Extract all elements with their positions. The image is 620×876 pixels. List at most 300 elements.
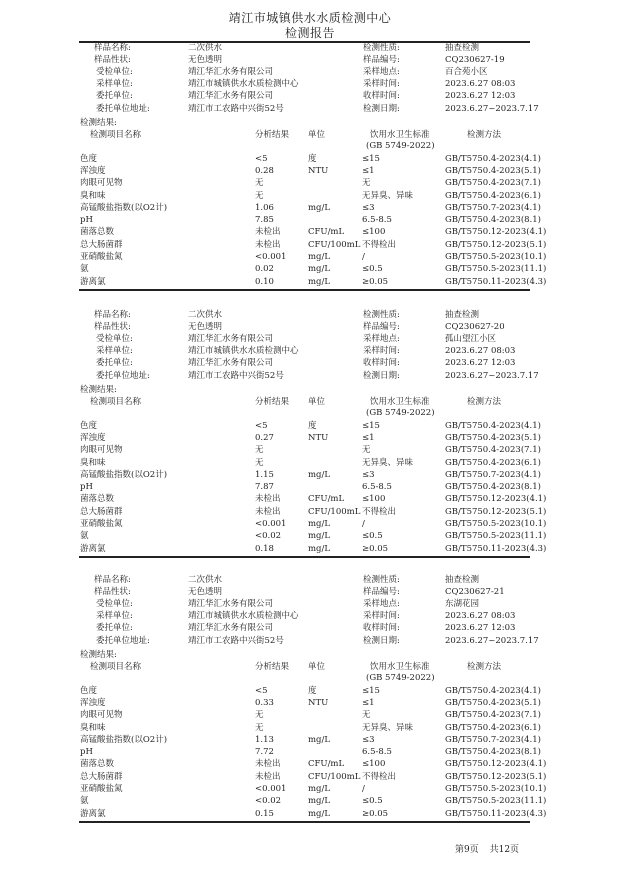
cell-item: 肉眼可见物 [80,445,123,456]
table-row [0,797,620,809]
cell-result: 0.27 [255,432,274,443]
col-header-unit: 单位 [308,396,326,407]
cell-method: GB/T5750.11-2023(4.3) [445,543,547,554]
cell-item: 亚硝酸盐氮 [80,252,123,262]
value-receive-time: 2023.6.27 12:03 [445,358,516,369]
cell-standard: 不得检出 [362,771,397,782]
cell-result: 无 [255,178,264,189]
cell-standard: ≤15 [362,420,380,431]
cell-standard: 无 [362,445,371,456]
table-row [0,459,620,471]
cell-method: GB/T5750.12-2023(4.1) [445,494,547,505]
cell-method: GB/T5750.12-2023(5.1) [445,771,547,782]
col-header-method: 检测方法 [467,396,502,407]
cell-item: 总大肠菌群 [80,239,123,250]
cell-standard: ≤3 [362,202,375,213]
cell-item: 臭和味 [80,190,106,201]
cell-result: 无 [255,457,264,468]
cell-result: 无 [255,710,264,721]
cell-unit: mg/L [308,276,331,287]
value-sample-no: CQ230627-19 [445,55,505,66]
label-sample-no: 样品编号: [363,322,400,333]
label-sample-time: 采样时间: [363,611,400,622]
cell-method: GB/T5750.4-2023(7.1) [445,710,541,721]
cell-unit: mg/L [308,519,331,529]
cell-method: GB/T5750.4-2023(7.1) [445,178,541,189]
cell-method: GB/T5750.5-2023(11.1) [445,796,547,807]
cell-item: 亚硝酸盐氮 [80,519,123,529]
report-title: 检测报告 [284,26,335,40]
table-row [0,155,620,167]
value-sample-time: 2023.6.27 08:03 [445,79,516,90]
results-label-row [0,119,620,131]
cell-standard: / [362,252,365,262]
value-client: 靖江华汇水务有限公司 [188,358,274,369]
table-row [0,810,620,822]
value-sample-char: 无色透明 [188,322,223,333]
cell-unit: mg/L [308,808,331,819]
header-row [0,105,620,117]
label-sample-name: 样品名称: [94,43,131,53]
label-client-addr: 委托单位地址: [96,370,150,381]
cell-result: 1.13 [255,734,274,745]
value-test-nature: 抽查检测 [445,310,480,320]
cell-method: GB/T5750.4-2023(8.1) [445,747,541,758]
cell-item: 肉眼可见物 [80,710,123,721]
header-row [0,323,620,335]
label-client: 委托单位: [96,358,133,369]
cell-method: GB/T5750.5-2023(10.1) [445,252,547,262]
cell-method: GB/T5750.12-2023(4.1) [445,759,547,770]
label-receive-time: 收样时间: [363,358,400,369]
cell-standard: ≤1 [362,165,375,176]
cell-result: 未检出 [255,494,281,505]
cell-item: 菌落总数 [80,759,115,770]
label-test-date: 检测日期: [363,370,400,381]
cell-item: pH [80,482,93,493]
cell-unit: CFU/100mL [308,239,361,250]
cell-standard: 6.5-8.5 [362,747,392,758]
cell-result: 0.15 [255,808,274,819]
cell-unit: mg/L [308,784,331,794]
cell-standard: ≤1 [362,432,375,443]
cell-item: 总大肠菌群 [80,771,123,782]
cell-item: 氨 [80,796,89,807]
header-row [0,56,620,68]
table-row [0,471,620,483]
cell-item: pH [80,215,93,226]
report-org-title: 靖江市城镇供水水质检测中心 [228,11,392,25]
value-client-addr: 靖江市工农路中兴街52号 [188,103,284,114]
col-header-standard: 饮用水卫生标准 [370,129,430,140]
cell-result: 7.85 [255,215,274,226]
cell-standard: ≤0.5 [362,531,383,542]
table-row [0,265,620,277]
value-sample-no: CQ230627-20 [445,322,505,333]
label-sample-no: 样品编号: [363,587,400,598]
cell-method: GB/T5750.4-2023(5.1) [445,432,541,443]
cell-item: 臭和味 [80,457,106,468]
cell-result: 1.15 [255,469,274,480]
cell-unit: CFU/100mL [308,771,361,782]
table-header-sub [0,674,620,686]
cell-item: 浑浊度 [80,165,106,176]
results-label-row [0,651,620,663]
cell-method: GB/T5750.12-2023(5.1) [445,239,547,250]
cell-method: GB/T5750.4-2023(6.1) [445,722,541,733]
table-row [0,179,620,191]
value-sample-time: 2023.6.27 08:03 [445,346,516,357]
cell-standard: ≤0.5 [362,796,383,807]
cell-result: <5 [255,685,268,696]
cell-method: GB/T5750.7-2023(4.1) [445,469,541,480]
cell-result: 0.28 [255,165,274,176]
header-row [0,637,620,649]
cell-standard: 无异臭、异味 [362,722,414,733]
label-receive-time: 收样时间: [363,623,400,634]
cell-unit: mg/L [308,543,331,554]
value-client-addr: 靖江市工农路中兴街52号 [188,635,284,646]
label-receive-time: 收样时间: [363,91,400,102]
cell-item: 高锰酸盐指数(以O2计) [80,469,168,480]
header-row [0,588,620,600]
table-row [0,422,620,434]
cell-method: GB/T5750.4-2023(7.1) [445,445,541,456]
cell-standard: ≤15 [362,685,380,696]
col-header-result: 分析结果 [255,129,290,140]
value-sample-no: CQ230627-21 [445,587,505,598]
table-row [0,760,620,772]
cell-method: GB/T5750.5-2023(11.1) [445,264,547,275]
cell-method: GB/T5750.11-2023(4.3) [445,808,547,819]
table-row [0,495,620,507]
cell-item: 菌落总数 [80,227,115,238]
label-entrusted: 受检单位: [96,599,133,610]
value-test-date: 2023.6.27~2023.7.17 [445,635,539,646]
cell-result: <0.02 [255,796,282,807]
label-test-nature: 检测性质: [363,575,400,585]
cell-item: 色度 [80,685,98,696]
cell-item: 总大肠菌群 [80,506,123,517]
col-header-item: 检测项目名称 [90,396,142,407]
cell-result: 7.72 [255,747,274,758]
cell-standard: 6.5-8.5 [362,215,392,226]
col-header-standard-sub: (GB 5749-2022) [366,407,435,418]
cell-method: GB/T5750.4-2023(4.1) [445,153,541,164]
cell-result: 未检出 [255,759,281,770]
cell-standard: ≤15 [362,153,380,164]
cell-result: 未检出 [255,227,281,238]
section-rule [79,289,530,291]
cell-item: 游离氯 [80,543,106,554]
col-header-method: 检测方法 [467,129,502,140]
cell-unit: NTU [308,165,329,176]
cell-result: 1.06 [255,202,274,213]
cell-item: 色度 [80,420,98,431]
cell-unit: mg/L [308,531,331,542]
table-header-sub [0,409,620,421]
cell-standard: ≤100 [362,494,386,505]
label-sample-no: 样品编号: [363,55,400,66]
cell-result: 未检出 [255,506,281,517]
col-header-result: 分析结果 [255,396,290,407]
value-test-nature: 抽查检测 [445,575,480,585]
label-client-addr: 委托单位地址: [96,635,150,646]
cell-result: 0.33 [255,697,274,708]
label-sample-char: 样品性状: [94,587,131,598]
value-receive-time: 2023.6.27 12:03 [445,623,516,634]
table-row [0,241,620,253]
cell-standard: ≤1 [362,697,375,708]
cell-result: 0.10 [255,276,274,287]
table-row [0,278,620,290]
cell-result: <5 [255,420,268,431]
value-entrusted: 靖江华汇水务有限公司 [188,334,274,345]
value-sample-site: 东湖花园 [445,599,480,610]
table-row [0,228,620,240]
value-sampler: 靖江市城镇供水水质检测中心 [188,79,299,90]
cell-result: 0.02 [255,264,274,275]
cell-result: 未检出 [255,239,281,250]
cell-standard: ≤3 [362,469,375,480]
cell-method: GB/T5750.5-2023(10.1) [445,784,547,794]
cell-result: 未检出 [255,771,281,782]
label-entrusted: 受检单位: [96,67,133,78]
cell-result: 7.87 [255,482,274,493]
cell-method: GB/T5750.7-2023(4.1) [445,202,541,213]
col-header-standard: 饮用水卫生标准 [370,661,430,672]
label-sampler: 采样单位: [96,611,133,622]
value-client: 靖江华汇水务有限公司 [188,91,274,102]
cell-method: GB/T5750.4-2023(8.1) [445,482,541,493]
cell-method: GB/T5750.4-2023(5.1) [445,697,541,708]
value-test-date: 2023.6.27~2023.7.17 [445,370,539,381]
cell-item: 浑浊度 [80,697,106,708]
cell-standard: 不得检出 [362,239,397,250]
value-sample-time: 2023.6.27 08:03 [445,611,516,622]
col-header-item: 检测项目名称 [90,129,142,140]
cell-method: GB/T5750.5-2023(10.1) [445,519,547,529]
header-row [0,68,620,80]
cell-method: GB/T5750.4-2023(8.1) [445,215,541,226]
value-receive-time: 2023.6.27 12:03 [445,91,516,102]
cell-method: GB/T5750.7-2023(4.1) [445,734,541,745]
cell-method: GB/T5750.4-2023(4.1) [445,685,541,696]
value-sampler: 靖江市城镇供水水质检测中心 [188,346,299,357]
label-client: 委托单位: [96,91,133,102]
cell-unit: mg/L [308,796,331,807]
table-row [0,736,620,748]
cell-item: 高锰酸盐指数(以O2计) [80,734,168,745]
label-sample-site: 采样地点: [363,599,400,610]
cell-standard: ≥0.05 [362,276,389,287]
value-client: 靖江华汇水务有限公司 [188,623,274,634]
cell-unit: mg/L [308,252,331,262]
header-row [0,359,620,371]
cell-unit: 度 [308,685,317,696]
value-sample-site: 百合苑小区 [445,67,488,78]
label-sample-char: 样品性状: [94,322,131,333]
page-total: 共12页 [489,845,520,855]
label-sampler: 采样单位: [96,79,133,90]
cell-unit: CFU/mL [308,494,345,505]
col-header-standard-sub: (GB 5749-2022) [366,672,435,683]
results-label: 检测结果: [80,117,117,128]
cell-item: 高锰酸盐指数(以O2计) [80,202,168,213]
col-header-unit: 单位 [308,129,326,140]
cell-result: <0.02 [255,531,282,542]
header-row [0,576,620,588]
results-label-row [0,386,620,398]
table-row [0,446,620,458]
label-test-nature: 检测性质: [363,310,400,320]
label-sample-time: 采样时间: [363,346,400,357]
cell-result: 无 [255,190,264,201]
label-sample-char: 样品性状: [94,55,131,66]
table-row [0,711,620,723]
cell-method: GB/T5750.12-2023(5.1) [445,506,547,517]
cell-standard: 无异臭、异味 [362,457,414,468]
cell-result: <0.001 [255,784,287,794]
value-sample-name: 二次供水 [188,310,223,320]
cell-standard: ≤100 [362,227,386,238]
value-sample-site: 孤山望江小区 [445,334,497,345]
header-row [0,600,620,612]
cell-method: GB/T5750.4-2023(4.1) [445,420,541,431]
cell-method: GB/T5750.4-2023(6.1) [445,190,541,201]
cell-standard: 无异臭、异味 [362,190,414,201]
value-test-nature: 抽查检测 [445,43,480,53]
cell-unit: CFU/mL [308,227,345,238]
label-test-date: 检测日期: [363,635,400,646]
cell-result: <5 [255,153,268,164]
page-number: 第9页 [455,845,479,855]
cell-method: GB/T5750.4-2023(5.1) [445,165,541,176]
page-footer [455,846,527,855]
cell-standard: ≥0.05 [362,543,389,554]
col-header-standard: 饮用水卫生标准 [370,396,430,407]
cell-result: 无 [255,722,264,733]
label-sample-site: 采样地点: [363,334,400,345]
header-row [0,80,620,92]
header-row [0,612,620,624]
cell-item: 氨 [80,531,89,542]
cell-unit: CFU/mL [308,759,345,770]
cell-item: 肉眼可见物 [80,178,123,189]
cell-item: 菌落总数 [80,494,115,505]
results-label: 检测结果: [80,384,117,395]
cell-standard: / [362,784,365,794]
cell-unit: mg/L [308,734,331,745]
cell-unit: NTU [308,697,329,708]
cell-item: 游离氯 [80,276,106,287]
cell-standard: 6.5-8.5 [362,482,392,493]
cell-standard: ≥0.05 [362,808,389,819]
cell-unit: mg/L [308,264,331,275]
header-row [0,44,620,56]
label-sampler: 采样单位: [96,346,133,357]
cell-item: 游离氯 [80,808,106,819]
label-entrusted: 受检单位: [96,334,133,345]
cell-standard: 不得检出 [362,506,397,517]
cell-item: 氨 [80,264,89,275]
col-header-unit: 单位 [308,661,326,672]
cell-standard: 无 [362,710,371,721]
table-row [0,724,620,736]
label-test-date: 检测日期: [363,103,400,114]
label-sample-name: 样品名称: [94,310,131,320]
cell-unit: NTU [308,432,329,443]
cell-result: 无 [255,445,264,456]
cell-unit: 度 [308,153,317,164]
cell-unit: mg/L [308,202,331,213]
cell-method: GB/T5750.12-2023(4.1) [445,227,547,238]
table-header-sub [0,142,620,154]
col-header-result: 分析结果 [255,661,290,672]
value-sample-name: 二次供水 [188,43,223,53]
header-row [0,335,620,347]
col-header-item: 检测项目名称 [90,661,142,672]
table-row [0,532,620,544]
value-sample-char: 无色透明 [188,587,223,598]
label-sample-time: 采样时间: [363,79,400,90]
cell-item: 浑浊度 [80,432,106,443]
value-sample-name: 二次供水 [188,575,223,585]
cell-item: 亚硝酸盐氮 [80,784,123,794]
value-test-date: 2023.6.27~2023.7.17 [445,103,539,114]
table-row [0,545,620,557]
cell-standard: ≤3 [362,734,375,745]
cell-result: <0.001 [255,252,287,262]
table-row [0,687,620,699]
cell-standard: ≤100 [362,759,386,770]
cell-standard: / [362,519,365,529]
value-entrusted: 靖江华汇水务有限公司 [188,599,274,610]
header-row [0,92,620,104]
cell-result: 0.18 [255,543,274,554]
cell-standard: ≤0.5 [362,264,383,275]
value-client-addr: 靖江市工农路中兴街52号 [188,370,284,381]
cell-method: GB/T5750.4-2023(6.1) [445,457,541,468]
cell-method: GB/T5750.11-2023(4.3) [445,276,547,287]
header-row [0,311,620,323]
cell-method: GB/T5750.5-2023(11.1) [445,531,547,542]
label-sample-name: 样品名称: [94,575,131,585]
cell-result: <0.001 [255,519,287,529]
section-rule [79,821,530,823]
value-sample-char: 无色透明 [188,55,223,66]
header-row [0,624,620,636]
label-test-nature: 检测性质: [363,43,400,53]
cell-unit: 度 [308,420,317,431]
results-label: 检测结果: [80,649,117,660]
cell-standard: 无 [362,178,371,189]
table-row [0,508,620,520]
label-client-addr: 委托单位地址: [96,103,150,114]
table-row [0,204,620,216]
header-row [0,372,620,384]
cell-unit: mg/L [308,469,331,480]
label-sample-site: 采样地点: [363,67,400,78]
table-row [0,192,620,204]
cell-unit: CFU/100mL [308,506,361,517]
cell-item: 色度 [80,153,98,164]
value-entrusted: 靖江华汇水务有限公司 [188,67,274,78]
col-header-method: 检测方法 [467,661,502,672]
label-client: 委托单位: [96,623,133,634]
header-row [0,347,620,359]
col-header-standard-sub: (GB 5749-2022) [366,140,435,151]
